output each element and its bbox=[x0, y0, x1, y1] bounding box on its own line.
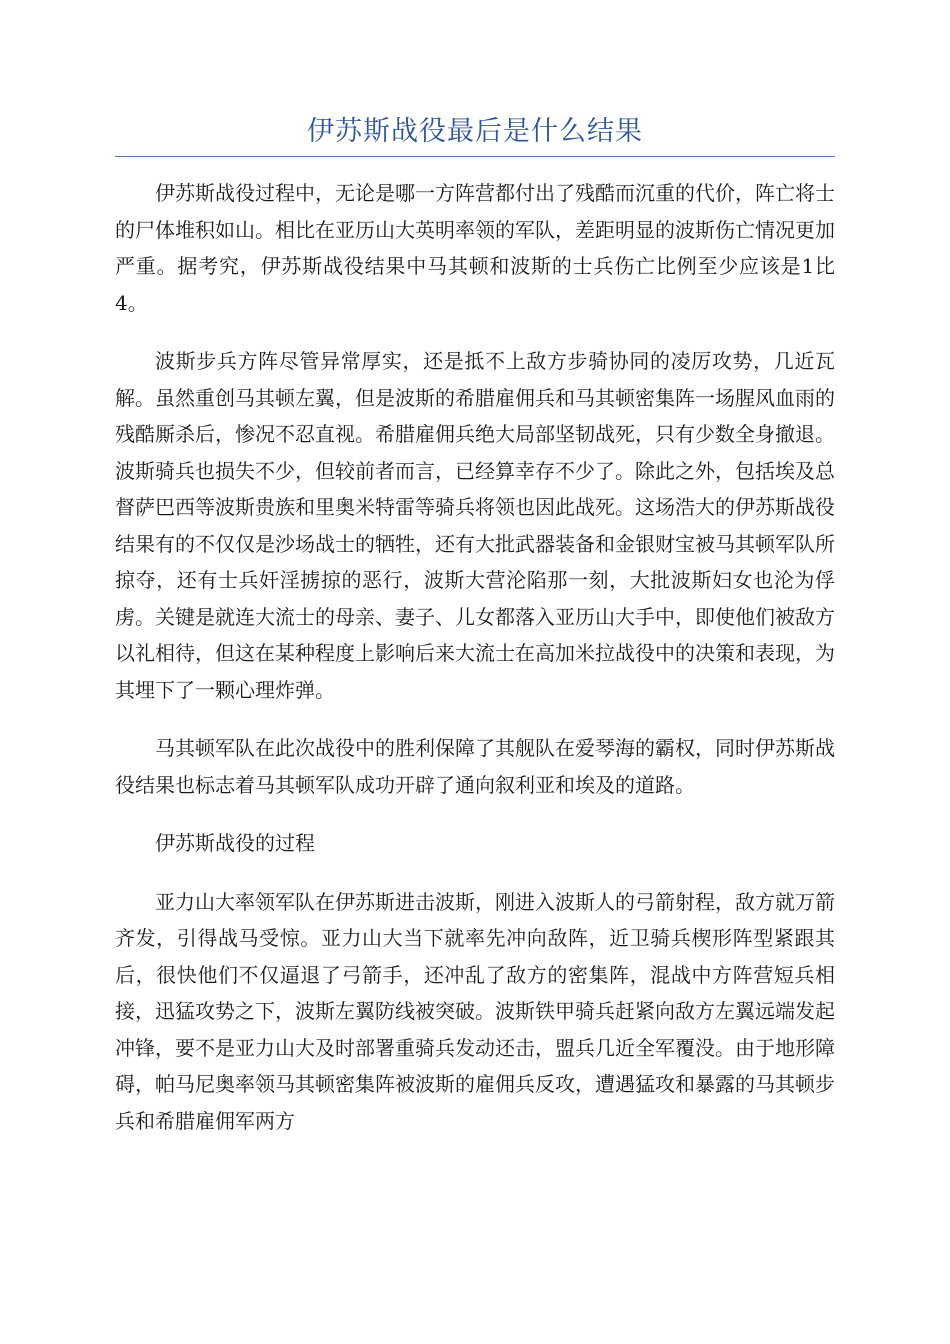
paragraph-casualties: 伊苏斯战役过程中，无论是哪一方阵营都付出了残酷而沉重的代价，阵亡将士的尸体堆积如山。相比在亚历山大英明率领的军队，差距明显的波斯伤亡情况更加严重。据考究，伊苏斯战役结果中马其顿和波斯的士兵伤亡比例至少应该是1比4。 bbox=[115, 181, 835, 315]
document-title: 伊苏斯战役最后是什么结果 bbox=[307, 116, 643, 147]
paragraph-aftermath: 波斯步兵方阵尽管异常厚实，还是抵不上敌方步骑协同的凌厉攻势，几近瓦解。虽然重创马其顿左翼，但是波斯的希腊雇佣兵和马其顿密集阵一场腥风血雨的残酷厮杀后，惨况不忍直视。希腊雇佣兵绝大局部坚韧战死，只有少数全身撤退。波斯骑兵也损失不少，但较前者而言，已经算幸存不少了。除此之外，包括埃及总督萨巴西等波斯贵族和里奥米特雷等骑兵将领也因此战死。这场浩大的伊苏斯战役结果有的不仅仅是沙场战士的牺牲，还有大批武器装备和金银财宝被马其顿军队所掠夺，还有士兵奸淫掳掠的恶行，波斯大营沦陷那一刻，大批波斯妇女也沦为俘虏。关键是就连大流士的母亲、妻子、儿女都落入亚历山大手中，即使他们被敌方以礼相待，但这在某种程度上影响后来大流士在高加米拉战役中的决策和表现，为其埋下了一颗心理炸弹。 bbox=[115, 349, 835, 702]
section-heading-process: 伊苏斯战役的过程 bbox=[155, 831, 315, 855]
document-body bbox=[115, 175, 835, 1161]
paragraph-significance: 马其顿军队在此次战役中的胜利保障了其舰队在爱琴海的霸权，同时伊苏斯战役结果也标志着马其顿军队成功开辟了通向叙利亚和埃及的道路。 bbox=[115, 736, 835, 797]
paragraph-process: 亚力山大率领军队在伊苏斯进击波斯，刚进入波斯人的弓箭射程，敌方就万箭齐发，引得战马受惊。亚力山大当下就率先冲向敌阵，近卫骑兵楔形阵型紧跟其后，很快他们不仅逼退了弓箭手，还冲乱了敌方的密集阵，混战中方阵营短兵相接，迅猛攻势之下，波斯左翼防线被突破。波斯铁甲骑兵赶紧向敌方左翼远端发起冲锋，要不是亚力山大及时部署重骑兵发动还击，盟兵几近全军覆没。由于地形障碍，帕马尼奥率领马其顿密集阵被波斯的雇佣兵反攻，遭遇猛攻和暴露的马其顿步兵和希腊雇佣军两方 bbox=[115, 889, 835, 1133]
title-block bbox=[115, 112, 835, 157]
